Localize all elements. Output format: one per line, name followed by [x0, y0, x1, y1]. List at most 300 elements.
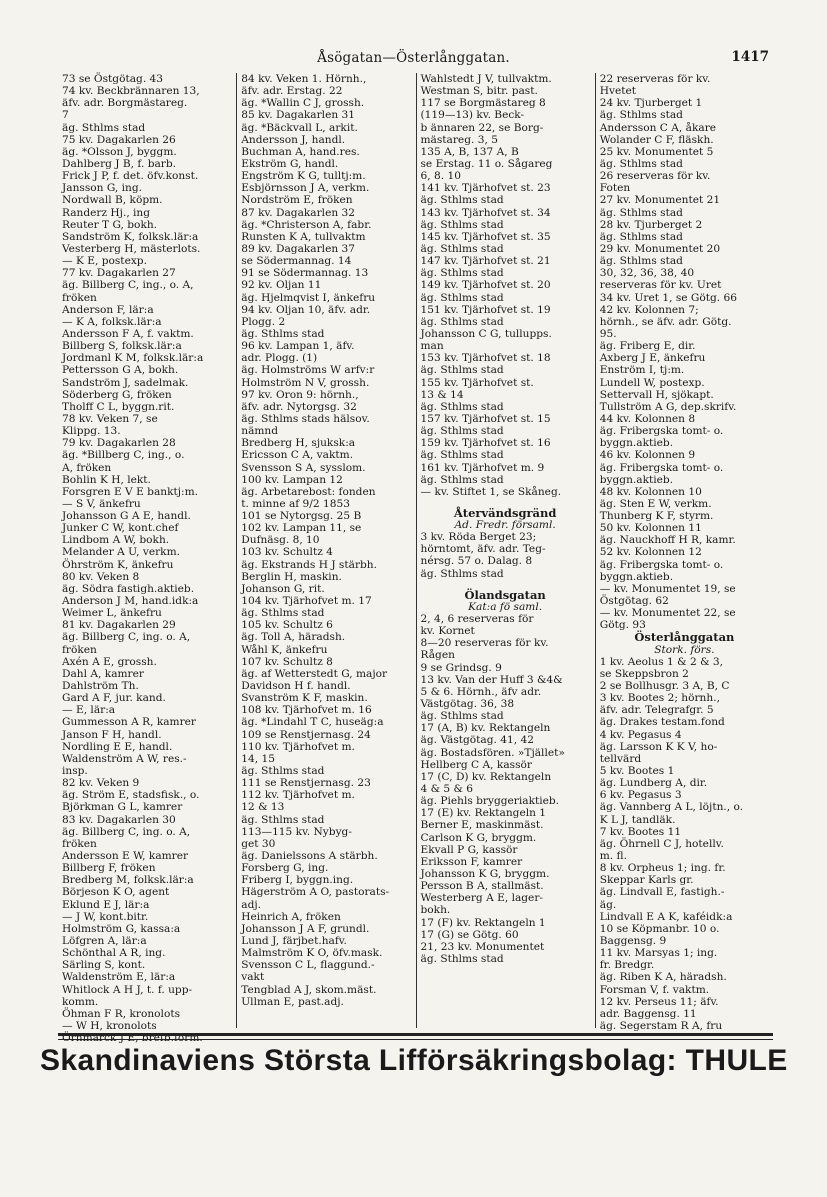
directory-entry: — kv. Monumentet 22, se [599, 607, 736, 620]
directory-entry: 14, 15 [241, 752, 275, 765]
directory-entry: äg. Billberg C, ing., o. A, [62, 279, 194, 292]
directory-entry: Gummesson A R, kamrer [62, 716, 196, 729]
directory-entry: Billberg S, folksk.lär:a [62, 340, 182, 353]
directory-entry: äg. Friberg E, dir. [599, 340, 696, 353]
directory-entry: 6, 8. 10 [420, 170, 461, 183]
directory-entry: fröken [62, 291, 97, 304]
directory-entry: Engström K G, tulltj:m. [241, 170, 366, 183]
directory-entry: 77 kv. Dagakarlen 27 [62, 267, 176, 280]
directory-entry: 42 kv. Kolonnen 7; [599, 303, 699, 316]
directory-entry: Nordström E, fröken [241, 194, 353, 207]
directory-entry: äfv. adr. Telegrafgr. 5 [599, 704, 714, 717]
directory-entry: 9 se Grindsg. 9 [420, 661, 502, 674]
directory-entry: Settervall H, sjökapt. [599, 388, 714, 401]
parish-subheading: Stork. förs. [654, 643, 715, 656]
directory-entry: Esbjörnsson J A, verkm. [241, 182, 370, 195]
directory-entry: 13 & 14 [420, 388, 464, 401]
directory-entry: b ännaren 22, se Borg- [420, 121, 544, 134]
directory-entry: Andersson C A, åkare [599, 121, 717, 134]
directory-entry: 10 se Köpmanbr. 10 o. [599, 922, 720, 935]
directory-entry: Foten [599, 182, 631, 195]
directory-entry: Gard A F, jur. kand. [62, 692, 166, 705]
directory-entry: äg. *Lindahl T C, huseäg:a [241, 716, 384, 729]
directory-entry: kv. Kornet [420, 625, 475, 638]
directory-entry: Dahlberg J B, f. barb. [62, 157, 177, 170]
directory-entry: byggn.aktieb. [599, 473, 674, 486]
directory-entry: äg. Sthlms stads hälsov. [241, 412, 370, 425]
directory-entry: äg. Sthlms stad [241, 607, 325, 620]
directory-entry: äg. Danielssons A stärbh. [241, 850, 378, 862]
directory-entry: äg. Sthlms stad [420, 291, 504, 304]
directory-entry: 89 kv. Dagakarlen 37 [241, 242, 356, 255]
parish-subheading: Ad. Fredr. församl. [454, 519, 556, 532]
directory-entry: äg. Sthlms stad [241, 813, 325, 826]
directory-entry: Ericsson C A, vaktm. [241, 449, 354, 462]
directory-entry: äg. Sthlms stad [599, 157, 683, 170]
directory-entry: 103 kv. Schultz 4 [241, 546, 333, 559]
directory-entry: 147 kv. Tjärhofvet st. 21 [420, 255, 551, 268]
directory-entry: 102 kv. Lampan 11, se [241, 522, 362, 535]
column-2 [236, 73, 415, 1028]
directory-entry: nérsg. 57 o. Dalag. 8 [420, 555, 533, 568]
directory-entry: äg. Sthlms stad [62, 121, 146, 134]
directory-entry: Whitlock A H J, t. f. upp- [62, 983, 193, 996]
directory-entry: äg. [599, 898, 617, 911]
directory-entry: — K E, postexp. [62, 255, 147, 268]
directory-entry: Billberg F, fröken [62, 862, 156, 875]
directory-entry: 21, 23 kv. Monumentet [420, 940, 545, 953]
directory-entry: 83 kv. Dagakarlen 30 [62, 813, 176, 826]
directory-entry: Söderberg G, fröken [62, 388, 172, 401]
directory-entry: 143 kv. Tjärhofvet st. 34 [420, 206, 551, 219]
directory-entry: Svensson S A, sysslom. [241, 461, 366, 474]
directory-entry: Buchman A, hand.res. [241, 145, 360, 158]
directory-entry: Lindvall E A K, kaféidk:a [599, 910, 733, 923]
directory-entry: äg. Larsson K K V, ho- [599, 740, 718, 753]
directory-entry: t. minne af 9/2 1853 [241, 497, 350, 510]
directory-entry: — S V, änkefru [62, 497, 141, 510]
directory-entry: adj. [241, 898, 261, 911]
directory-entry: 26 reserveras för kv. [599, 170, 711, 183]
directory-entry: äg. Sthlms stad [241, 327, 325, 340]
directory-entry: 113—115 kv. Nybyg- [241, 825, 352, 838]
directory-entry: 27 kv. Monumentet 21 [599, 194, 721, 207]
directory-entry: Sandström J, sadelmak. [62, 376, 189, 389]
directory-entry: äg. Sthlms stad [599, 255, 683, 268]
directory-entry: Lindbom A W, bokh. [62, 534, 170, 547]
directory-entry: 109 se Renstjernasg. 24 [241, 728, 371, 741]
directory-entry: — kv. Monumentet 19, se [599, 582, 736, 595]
directory-entry: mästareg. 3, 5 [420, 133, 498, 146]
directory-entry: 151 kv. Tjärhofvet st. 19 [420, 303, 551, 316]
directory-entry: Hellberg C A, kassör [420, 758, 532, 771]
directory-entry: äg. Sthlms stad [420, 952, 504, 965]
directory-entry: 74 kv. Beckbrännaren 13, [62, 85, 200, 98]
directory-entry: 153 kv. Tjärhofvet st. 18 [420, 352, 551, 365]
directory-entry: Wåhl K, änkefru [241, 643, 328, 656]
directory-entry: Eriksson F, kamrer [420, 855, 523, 868]
directory-entry: Östgötag. 62 [599, 595, 669, 608]
directory-entry: 82 kv. Veken 9 [62, 777, 140, 790]
directory-entry: äg. *Olsson J, byggm. [62, 145, 177, 158]
directory-entry: Baggensg. 9 [599, 934, 667, 947]
directory-entry: Davidson H f. handl. [241, 680, 351, 693]
directory-entry: 30, 32, 36, 38, 40 [599, 267, 695, 280]
directory-entry: Rågen [420, 649, 455, 662]
directory-entry: K L J, tandläk. [599, 813, 676, 826]
column-4 [595, 73, 774, 1032]
directory-entry: Johansson G A E, handl. [62, 510, 191, 523]
directory-entry: äfv. adr. Erstag. 22 [241, 85, 343, 98]
directory-entry: 4 & 5 & 6 [420, 783, 474, 796]
parish-subheading: Kat:a fö saml. [468, 600, 543, 613]
directory-entry: Tengblad A J, skom.mäst. [241, 983, 377, 996]
directory-entry: nämnd [241, 425, 279, 438]
directory-entry: äg. Sthlms stad [420, 710, 504, 723]
directory-entry: Öhrström K, änkefru [62, 558, 174, 571]
directory-entry: Götg. 93 [599, 619, 646, 632]
directory-entry: Reuter T G, bokh. [62, 218, 158, 231]
directory-entry: 7 kv. Bootes 11 [599, 825, 682, 838]
directory-entry: hörntomt, äfv. adr. Teg- [420, 543, 546, 556]
directory-entry: äg. Billberg C, ing. o. A, [62, 631, 191, 644]
directory-entry: Andersson F A, f. vaktm. [62, 327, 194, 340]
directory-entry: äg. *Billberg C, ing., o. [62, 449, 185, 462]
directory-entry: 5 & 6. Hörnh., äfv adr. [420, 685, 542, 698]
directory-entry: Dufnäsg. 8, 10 [241, 534, 320, 547]
directory-entry: äg. Ström E, stadsfisk., o. [62, 789, 200, 802]
directory-entry: adr. Baggensg. 11 [599, 1007, 697, 1020]
directory-entry: äg. Sthlms stad [420, 400, 504, 413]
directory-entry: 92 kv. Oljan 11 [241, 279, 322, 292]
directory-entry: äg. Fribergska tomt- o. [599, 461, 724, 474]
directory-entry: 17 (C, D) kv. Rektangeln [420, 770, 552, 783]
directory-entry: 161 kv. Tjärhofvet m. 9 [420, 461, 545, 474]
directory-entry: Västgötag. 36, 38 [420, 698, 515, 711]
directory-entry: Thunberg K F, styrm. [599, 510, 714, 523]
directory-entry: 79 kv. Dagakarlen 28 [62, 437, 176, 450]
directory-entry: äg. Nauckhoff H R, kamr. [599, 534, 736, 547]
directory-entry: äg. Öhrnell C J, hotellv. [599, 837, 724, 850]
directory-entry: Eklund E J, lär:a [62, 898, 150, 911]
directory-entry: bokh. [420, 904, 451, 917]
directory-entry: Westerberg A E, lager- [420, 892, 543, 905]
directory-entry: reserveras för kv. Uret [599, 279, 722, 292]
directory-entry: 44 kv. Kolonnen 8 [599, 412, 696, 425]
directory-entry: äg. Billberg C, ing. o. A, [62, 825, 191, 838]
directory-entry: adr. Plogg. (1) [241, 352, 318, 365]
directory-entry: Börjeson K O, agent [62, 886, 170, 899]
directory-entry: Johanson G, rit. [241, 582, 325, 595]
directory-entry: äg. Riben K A, häradsh. [599, 971, 727, 984]
directory-entry: — J W, kont.bitr. [62, 910, 149, 923]
directory-entry: äg. Västgötag. 41, 42 [420, 734, 534, 747]
directory-entry: 111 se Renstjernasg. 23 [241, 777, 371, 790]
directory-entry: 17 (F) kv. Rektangeln 1 [420, 916, 546, 929]
directory-entry: Bredberg M, folksk.lär:a [62, 874, 194, 887]
directory-entry: 87 kv. Dagakarlen 32 [241, 206, 356, 219]
directory-entry: Skeppar Karls gr. [599, 874, 694, 887]
directory-entry: 85 kv. Dagakarlen 31 [241, 109, 356, 122]
footer-advertisement: Skandinaviens Största Lifförsäkringsbolag: THULE [40, 1044, 788, 1077]
directory-entry: 73 se Östgötag. 43 [62, 73, 164, 85]
directory-entry: äg. Sthlms stad [420, 218, 504, 231]
page-title: Åsögatan—Österlånggatan. [317, 50, 510, 66]
directory-entry: äg. Hjelmqvist I, änkefru [241, 291, 376, 304]
directory-entry: 52 kv. Kolonnen 12 [599, 546, 702, 559]
directory-entry: Ullman E, past.adj. [241, 995, 344, 1008]
directory-entry: Randerz Hj., ing [62, 206, 151, 219]
directory-entry: äg. Lundberg A, dir. [599, 777, 708, 790]
directory-entry: 159 kv. Tjärhofvet st. 16 [420, 437, 551, 450]
directory-entry: Lundell W, postexp. [599, 376, 705, 389]
directory-entry: äg. Sthlms stad [599, 230, 683, 243]
directory-entry: m. fl. [599, 850, 627, 862]
directory-entry: äg. Ekstrands H J stärbh. [241, 558, 377, 571]
directory-entry: 101 se Nytorgsg. 25 B [241, 510, 362, 523]
directory-entry: Forsman V, f. vaktm. [599, 983, 710, 996]
directory-entry: 110 kv. Tjärhofvet m. [241, 740, 355, 753]
directory-entry: 12 & 13 [241, 801, 285, 814]
directory-entry: äg. Lindvall E, fastigh.- [599, 886, 725, 899]
directory-entry: 135 A, B, 137 A, B [420, 145, 519, 158]
directory-entry: Anderson F, lär:a [62, 303, 154, 316]
directory-entry: äg. *Christerson A, fabr. [241, 218, 372, 231]
directory-entry: äg. Sthlms stad [420, 267, 504, 280]
directory-entry: 25 kv. Monumentet 5 [599, 145, 714, 158]
directory-entry: äfv. adr. Borgmästareg. [62, 97, 188, 110]
directory-entry: 17 (G) se Götg. 60 [420, 928, 519, 941]
directory-entry: 8—20 reserveras för kv. [420, 637, 549, 650]
directory-entry: Svensson C L, flaggund.- [241, 959, 375, 972]
directory-entry: Janson F H, handl. [62, 728, 162, 741]
directory-entry: Westman S, bitr. past. [420, 85, 538, 98]
directory-entry: 157 kv. Tjärhofvet st. 15 [420, 412, 551, 425]
directory-entry: 149 kv. Tjärhofvet st. 20 [420, 279, 551, 292]
directory-entry: 34 kv. Uret 1, se Götg. 66 [599, 291, 738, 304]
directory-entry: Forsgren E V E banktj:m. [62, 485, 199, 498]
directory-entry: 2 se Bollhusgr. 3 A, B, C [599, 680, 730, 693]
directory-entry: äg. Holmströms W arfv:r [241, 364, 375, 377]
directory-entry: man [420, 340, 444, 353]
directory-entry: Heinrich A, fröken [241, 910, 341, 923]
directory-entry: Wahlstedt J V, tullvaktm. [420, 73, 552, 85]
directory-entry: — E, lär:a [62, 704, 116, 717]
directory-entry: se Skeppsbron 2 [599, 667, 689, 680]
street-heading: Återvändsgränd [453, 505, 557, 520]
directory-entry: Plogg. 2 [241, 315, 286, 328]
directory-entry: 155 kv. Tjärhofvet st. [420, 376, 534, 389]
directory-entry: Bredberg H, sjuksk:a [241, 437, 356, 450]
directory-entry: Ekström G, handl. [241, 157, 339, 170]
directory-entry: äg. Sthlms stad [599, 109, 683, 122]
directory-entry: äg. Drakes testam.fond [599, 716, 725, 729]
directory-entry: Vesterberg H, mästerlots. [62, 242, 201, 255]
directory-entry: Andersson J, handl. [241, 133, 346, 146]
directory-entry: Frick J P, f. det. öfv.konst. [62, 170, 199, 183]
directory-entry: 12 kv. Perseus 11; äfv. [599, 995, 719, 1008]
directory-entry: Holmström N V, grossh. [241, 376, 370, 389]
directory-entry: vakt [241, 971, 265, 984]
directory-entry: 24 kv. Tjurberget 1 [599, 97, 703, 110]
directory-entry: Wolander C F, fläskh. [599, 133, 714, 146]
directory-entry: Schönthal A R, ing. [62, 947, 166, 960]
footer-divider-thin [58, 1039, 773, 1040]
directory-entry: Sandström K, folksk.lär:a [62, 230, 199, 243]
directory-entry: 145 kv. Tjärhofvet st. 35 [420, 230, 551, 243]
directory-entry: 3 kv. Bootes 2; hörnh., [599, 692, 720, 705]
directory-entry: 13 kv. Van der Huff 3 &4& [420, 673, 563, 686]
directory-entry: 117 se Borgmästareg 8 [420, 97, 546, 110]
directory-entry: äg. Arbetarebost: fonden [241, 485, 376, 498]
directory-entry: 112 kv. Tjärhofvet m. [241, 789, 355, 802]
directory-entry: äg. Vannberg A L, löjtn., o. [599, 801, 744, 814]
directory-entry: äg. Sthlms stad [420, 425, 504, 438]
directory-entry: äg. Sthlms stad [420, 194, 504, 207]
directory-entry: Nordwall B, köpm. [62, 194, 163, 207]
directory-entry: Johansson K G, bryggm. [420, 868, 550, 880]
column-1 [60, 73, 236, 1045]
directory-entry: Berglin H, maskin. [241, 570, 342, 583]
directory-entry: — K A, folksk.lär:a [62, 315, 162, 328]
street-heading: Ölandsgatan [464, 587, 546, 602]
directory-entry: äg. Fribergska tomt- o. [599, 425, 724, 438]
directory-entry: 11 kv. Marsyas 1; ing. [599, 947, 718, 960]
directory-entry: Nordling E E, handl. [62, 740, 173, 753]
directory-entry: Tullström A G, dep.skrifv. [599, 400, 737, 413]
directory-entry: äg. Sthlms stad [420, 473, 504, 486]
directory-entry: 141 kv. Tjärhofvet st. 23 [420, 182, 551, 195]
directory-entry: 48 kv. Kolonnen 10 [599, 485, 702, 498]
directory-entry: Axberg J E, änkefru [599, 352, 706, 365]
directory-entry: 7 [62, 109, 69, 122]
directory-entry: äg. Toll A, häradsh. [241, 631, 346, 644]
directory-entry: Berner E, maskinmäst. [420, 819, 544, 832]
directory-entry: Waldenström E, lär:a [62, 971, 176, 984]
directory-entry: byggn.aktieb. [599, 437, 674, 450]
directory-entry: tellvärd [599, 752, 642, 765]
directory-entry: äg. Bostadsfören. »Tjället» [420, 746, 565, 759]
directory-entry: — kv. Stiftet 1, se Skåneg. [420, 485, 562, 498]
directory-entry: 108 kv. Tjärhofvet m. 16 [241, 704, 372, 717]
directory-entry: Johansson J A F, grundl. [241, 922, 370, 935]
street-heading: Österlånggatan [634, 630, 735, 645]
directory-entry: Forsberg G, ing. [241, 862, 329, 875]
directory-entry: 107 kv. Schultz 8 [241, 655, 333, 668]
directory-entry: A, fröken [62, 461, 112, 474]
directory-entry: Andersson E W, kamrer [62, 850, 189, 862]
directory-entry: 1 kv. Aeolus 1 & 2 & 3, [599, 655, 723, 668]
footer-divider [58, 1033, 773, 1036]
directory-entry: Björkman G L, kamrer [62, 801, 183, 814]
directory-entry: äg. Sthlms stad [599, 206, 683, 219]
directory-entry: äg. Södra fastigh.aktieb. [62, 582, 195, 595]
directory-entry: fröken [62, 643, 97, 656]
directory-entry: Anderson J M, hand.idk:a [62, 595, 199, 608]
directory-entry: äg. Sthlms stad [420, 449, 504, 462]
directory-entry: 84 kv. Veken 1. Hörnh., [241, 73, 367, 85]
directory-entry: 95. [599, 327, 617, 340]
directory-entry: äg. Fribergska tomt- o. [599, 558, 724, 571]
directory-entry: fröken [62, 837, 97, 850]
directory-entry: Pettersson G A, bokh. [62, 364, 179, 377]
directory-entry: äg. *Wallin C J, grossh. [241, 97, 365, 110]
directory-entry: 3 kv. Röda Berget 23; [420, 531, 537, 544]
directory-entry: se Erstag. 11 o. Sågareg [420, 157, 553, 170]
column-3 [416, 73, 595, 1028]
directory-entry: Jordmanl K M, folksk.lär:a [62, 352, 204, 365]
directory-entry: äg. Sthlms stad [420, 567, 504, 580]
directory-entry: Axén A E, grossh. [62, 655, 157, 668]
directory-entry: se Södermannag. 14 [241, 255, 352, 268]
directory-entry: 22 reserveras för kv. [599, 73, 711, 85]
directory-entry: byggn.aktieb. [599, 570, 674, 583]
directory-entry: Melander A U, verkm. [62, 546, 180, 559]
directory-entry: 29 kv. Monumentet 20 [599, 242, 721, 255]
directory-entry: Waldenström A W, res.- [62, 752, 187, 765]
directory-entry: Jansson G, ing. [62, 182, 143, 195]
directory-entry: 104 kv. Tjärhofvet m. 17 [241, 595, 372, 608]
directory-entry: Svanström K F, maskin. [241, 692, 368, 705]
directory-entry: 96 kv. Lampan 1, äfv. [241, 340, 355, 353]
directory-entry: Dahl A, kamrer [62, 667, 144, 680]
directory-entry: äfv. adr. Nytorgsg. 32 [241, 400, 357, 413]
directory-entry: insp. [62, 765, 88, 778]
directory-entry: 78 kv. Veken 7, se [62, 412, 158, 425]
directory-entry: Enström I, tj:m. [599, 364, 685, 377]
directory-entry: (119—13) kv. Beck- [420, 109, 525, 122]
directory-entry: Klippg. 13. [62, 425, 121, 438]
directory-entry: get 30 [241, 837, 276, 850]
directory-entry: 75 kv. Dagakarlen 26 [62, 133, 176, 146]
directory-entry: Dahlström Th. [62, 680, 139, 693]
directory-entry: Malmström K O, öfv.mask. [241, 947, 383, 960]
directory-entry: Örnmarck J E, brefb.förm. [62, 1032, 203, 1045]
directory-entry: Persson B A, stallmäst. [420, 880, 544, 893]
directory-entry: 2, 4, 6 reserveras för [420, 613, 534, 626]
directory-entry: hörnh., se äfv. adr. Götg. [599, 315, 732, 328]
directory-entry: 8 kv. Orpheus 1; ing. fr. [599, 862, 726, 875]
directory-entry: 100 kv. Lampan 12 [241, 473, 343, 486]
directory-entry: 81 kv. Dagakarlen 29 [62, 619, 176, 632]
directory-entry: 94 kv. Oljan 10, äfv. adr. [241, 303, 371, 316]
directory-entry: 50 kv. Kolonnen 11 [599, 522, 702, 535]
directory-entry: 6 kv. Pegasus 3 [599, 789, 682, 802]
directory-entry: Weimer L, änkefru [62, 607, 162, 620]
directory-entry: Lund J, färjbet.hafv. [241, 934, 347, 947]
directory-entry: Friberg I, byggn.ing. [241, 874, 354, 887]
directory-entry: äg. Sthlms stad [420, 315, 504, 328]
directory-entry: 80 kv. Veken 8 [62, 570, 140, 583]
directory-entry: 46 kv. Kolonnen 9 [599, 449, 696, 462]
directory-entry: — W H, kronolots [62, 1019, 157, 1032]
directory-entry: äg. Piehls bryggeriaktieb. [420, 795, 560, 808]
directory-entry: Tholff C L, byggn.rit. [62, 400, 175, 413]
directory-entry: 28 kv. Tjurberget 2 [599, 218, 703, 231]
directory-entry: äg. Sthlms stad [420, 242, 504, 255]
directory-entry: Holmström G, kassa:a [62, 922, 181, 935]
directory-entry: Ekvall P G, kassör [420, 843, 518, 856]
directory-entry: Bohlin K H, lekt. [62, 473, 151, 486]
directory-entry: äg. Sten E W, verkm. [599, 497, 712, 510]
directory-entry: Carlson K G, bryggm. [420, 831, 537, 844]
directory-entry: Öhman F R, kronolots [62, 1007, 181, 1020]
directory-entry: äg. af Wetterstedt G, major [241, 667, 388, 680]
directory-entry: fr. Bredgr. [599, 959, 655, 972]
directory-entry: 91 se Södermannag. 13 [241, 267, 369, 280]
directory-entry: komm. [62, 995, 99, 1008]
directory-entry: äg. Sthlms stad [420, 364, 504, 377]
